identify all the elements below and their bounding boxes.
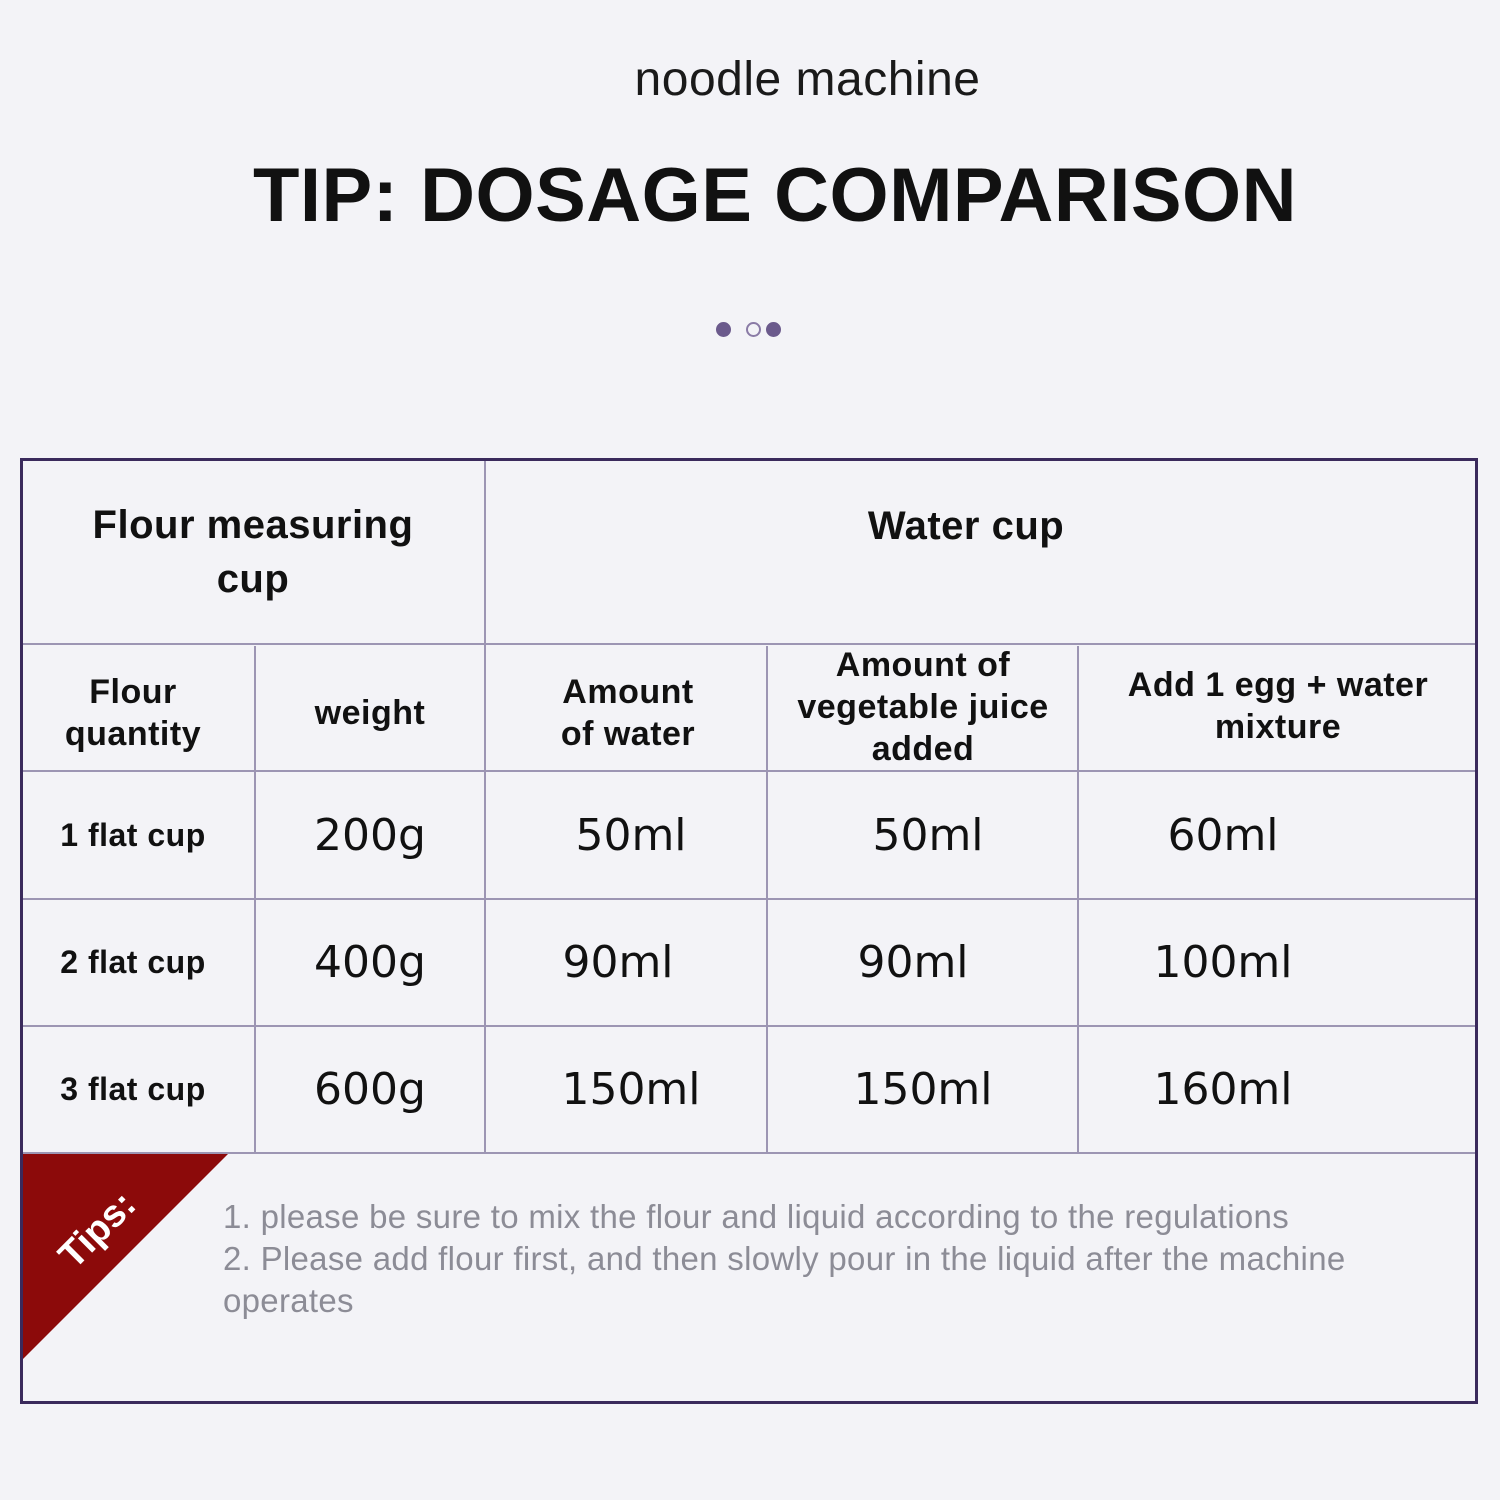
table-cell: 60ml [1167, 809, 1279, 861]
table-cell: 600g [314, 1064, 426, 1115]
table-cell: 160ml [1153, 1064, 1293, 1115]
page-title: TIP: DOSAGE COMPARISON [252, 153, 1298, 238]
table-cell: 150ml [561, 1064, 701, 1115]
tips-label: Tips: [50, 1183, 145, 1277]
table-row-label: 2 flat cup [60, 944, 206, 980]
table-cell: 90ml [562, 937, 674, 988]
table-row-label: 1 flat cup [60, 816, 206, 853]
column-header: Amount of water [560, 673, 696, 753]
table-cell: 400g [314, 937, 426, 988]
table-cell: 50ml [872, 809, 984, 861]
tip-line: 2. Please add flour first, and then slowly pour in the liquid after the machine operates [223, 1240, 1346, 1319]
table-cell: 90ml [857, 937, 969, 988]
tip-line: 1. please be sure to mix the flour and liquid according to the regulations [223, 1198, 1290, 1235]
dot-outline-icon [746, 322, 761, 337]
grid-line [23, 643, 1475, 645]
dot-filled-icon [716, 322, 731, 337]
tips-text [223, 1196, 1443, 1322]
table-row-label: 3 flat cup [60, 1071, 206, 1107]
carousel-dots [716, 322, 786, 340]
dot-filled-icon [766, 322, 781, 337]
column-header: Amount of vegetable juice added [797, 646, 1049, 768]
grid-line [1077, 646, 1079, 1154]
table-cell: 100ml [1153, 937, 1293, 988]
table-cell: 200g [314, 809, 426, 861]
grid-line [23, 1152, 1475, 1154]
dosage-table [20, 458, 1478, 1404]
group-header-flour: Flour measuring cup [92, 503, 414, 601]
table-cell: 50ml [575, 809, 687, 861]
column-header: Flour quantity [64, 673, 202, 753]
group-header-water: Water cup [867, 504, 1065, 548]
column-header: Add 1 egg + water mixture [1127, 666, 1429, 746]
grid-line [484, 461, 486, 1154]
grid-line [766, 646, 768, 1154]
column-header: weight [314, 694, 426, 732]
table-cell: 150ml [853, 1064, 993, 1115]
subtitle: noodle machine [634, 53, 981, 106]
